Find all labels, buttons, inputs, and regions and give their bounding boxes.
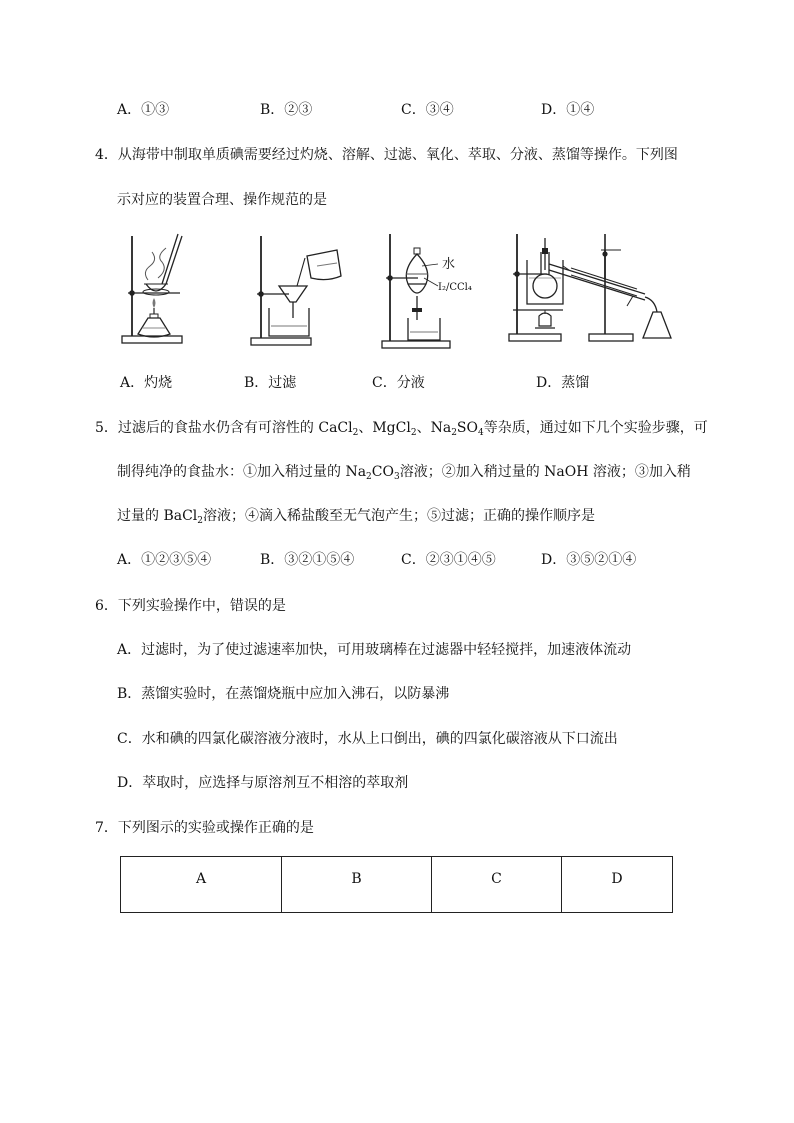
- q7-cell-c: C: [432, 857, 562, 913]
- q5-stem-line2: 制得纯净的食盐水：①加入稍过量的 $Na_2CO_3$溶液；②加入稍过量的 NaOH 溶液；③加入稍: [117, 464, 691, 482]
- q6-stem: 6．下列实验操作中，错误的是: [95, 598, 286, 614]
- q7-cell-b: B: [282, 857, 432, 913]
- q6-option-d: D．萃取时，应选择与原溶剂互不相溶的萃取剂: [117, 775, 409, 791]
- q6-option-b: B．蒸馏实验时，在蒸馏烧瓶中应加入沸石，以防暴沸: [117, 686, 450, 702]
- q3-option-d: D．①④: [541, 102, 595, 118]
- q5-option-b: B．③②①⑤④: [260, 552, 355, 568]
- figure-a-burning: [118, 230, 193, 350]
- q3-option-c: C．③④: [401, 102, 454, 118]
- q7-cell-d: D: [562, 857, 673, 913]
- figure-b-filtration: [245, 230, 350, 350]
- q4-option-a: A．灼烧: [120, 375, 173, 391]
- figure-c-label-water: 水: [442, 257, 456, 272]
- table-row: [121, 857, 673, 913]
- q4-option-b: B．过滤: [244, 375, 297, 391]
- q5-stem-line1: 5．过滤后的食盐水仍含有可溶性的 CaCl$_2$、MgCl$_2$、$Na_2SO_4$等杂质，通过如下几个实验步骤，可: [95, 420, 708, 438]
- q5-option-a: A．①②③⑤④: [117, 552, 212, 568]
- q6-option-c: C．水和碘的四氯化碳溶液分液时，水从上口倒出，碘的四氯化碳溶液从下口流出: [117, 731, 618, 747]
- figure-c-label-i2-ccl4: I₂/CCl₄: [438, 282, 472, 293]
- q5-option-d: D．③⑤②①④: [541, 552, 637, 568]
- q5-option-c: C．②③①④⑤: [401, 552, 496, 568]
- q7-stem: 7．下列图示的实验或操作正确的是: [95, 820, 314, 836]
- figure-c-separation: [378, 230, 483, 352]
- q3-option-b: B．②③: [260, 102, 313, 118]
- q4-option-c: C．分液: [372, 375, 425, 391]
- q4-option-d: D．蒸馏: [536, 375, 590, 391]
- figure-d-distillation: [505, 230, 680, 350]
- q7-answer-table: [120, 856, 673, 913]
- q5-stem-line3: 过量的 BaCl$_2$溶液；④滴入稀盐酸至无气泡产生；⑤过滤；正确的操作顺序是: [117, 508, 596, 526]
- q4-stem-line1: 4．从海带中制取单质碘需要经过灼烧、溶解、过滤、氧化、萃取、分液、蒸馏等操作。下列图: [95, 147, 678, 163]
- q3-option-a: A．①③: [117, 102, 170, 118]
- q7-cell-a: A: [121, 857, 282, 913]
- q6-option-a: A．过滤时，为了使过滤速率加快，可用玻璃棒在过滤器中轻轻搅拌，加速液体流动: [117, 642, 632, 658]
- q4-stem-line2: 示对应的装置合理、操作规范的是: [117, 192, 327, 208]
